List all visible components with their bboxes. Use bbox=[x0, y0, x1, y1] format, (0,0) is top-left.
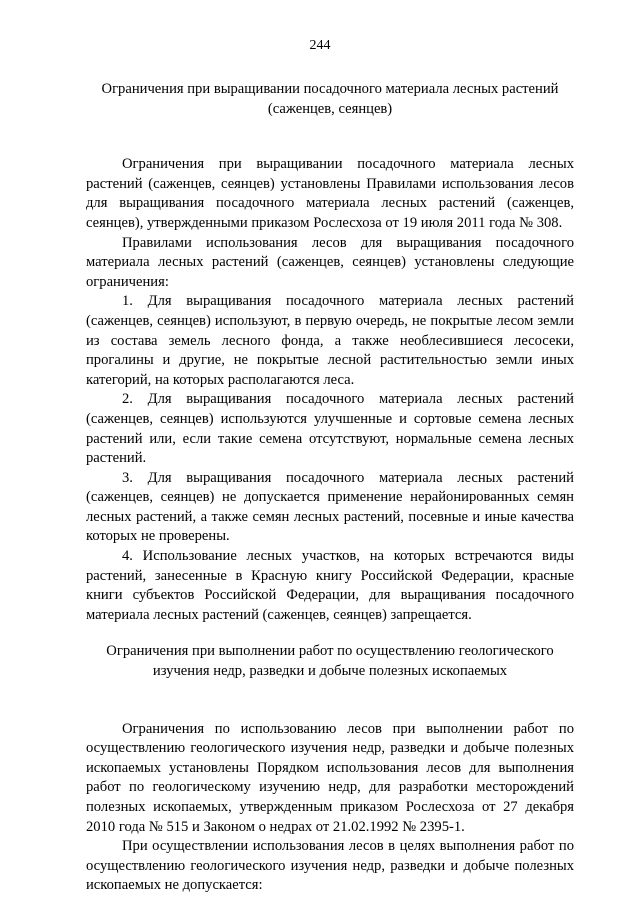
paragraph: Ограничения по использованию лесов при выполнении работ по осуществлению геологического изучения недр, разведки и добыче полезных ископаемых установлены Порядком использования лесов для выполнения работ по геологическому изучению недр, для разработки месторождений полезных ископаемых, утвержденным приказом Рослесхоза от 27 декабря 2010 года № 515 и Законом о недрах от 21.02.1992 № 2395-1. bbox=[86, 720, 574, 835]
spacer bbox=[86, 119, 574, 155]
spacer bbox=[86, 682, 574, 720]
list-item-2: 2. Для выращивания посадочного материала лесных растений (саженцев, сеянцев) используются улучшенные и сортовые семена лесных растений или, если такие семена отсутствуют, нормальные семена лесных растений. bbox=[86, 391, 574, 467]
section-heading-geological-survey bbox=[86, 642, 574, 681]
spacer bbox=[86, 625, 574, 642]
heading-line: Ограничения при выполнении работ по осуществлению геологического bbox=[106, 643, 554, 660]
heading-line: изучения недр, разведки и добыче полезных ископаемых bbox=[152, 663, 508, 680]
list-item-4: 4. Использование лесных участков, на которых встречаются виды растений, занесенные в Красную книгу Российской Федерации, красные книги субъектов Российской Федерации, для выращивания посадочного материала лесных растений (саженцев, сеянцев) запрещается. bbox=[86, 548, 574, 623]
page-content bbox=[86, 80, 574, 896]
heading-line: (саженцев, сеянцев) bbox=[267, 100, 393, 117]
section-heading-planting-material bbox=[86, 80, 574, 119]
paragraph: Ограничения при выращивании посадочного материала лесных растений (саженцев, сеянцев) установлены Правилами использования лесов для выращивания посадочного материала лесных растений (саженцев, сеянцев), утвержденными приказом Рослесхоза от 19 июля 2011 года № 308. bbox=[86, 156, 574, 231]
list-item-3: 3. Для выращивания посадочного материала лесных растений (саженцев, сеянцев) не допускается применение нерайонированных семян лесных растений, а также семян лесных растений, посевные и иные качества которых не проверены. bbox=[86, 469, 574, 545]
paragraph: При осуществлении использования лесов в целях выполнения работ по осуществлению геологического изучения недр, разведки и добыче полезных ископаемых не допускается: bbox=[86, 838, 574, 894]
page-number: 244 bbox=[309, 38, 331, 53]
paragraph: Правилами использования лесов для выращивания посадочного материала лесных растений (саженцев, сеянцев) установлены следующие ограничения: bbox=[86, 234, 574, 290]
heading-line: Ограничения при выращивании посадочного материала лесных растений bbox=[101, 81, 559, 97]
list-item-1: 1. Для выращивания посадочного материала лесных растений (саженцев, сеянцев) используют, в первую очередь, не покрытые лесом земли из состава земель лесного фонда, а также необлесившиеся лесосеки, прогалины и другие, не покрытые лесной растительностью земли иных категорий, на которых располагаются леса. bbox=[86, 293, 574, 388]
